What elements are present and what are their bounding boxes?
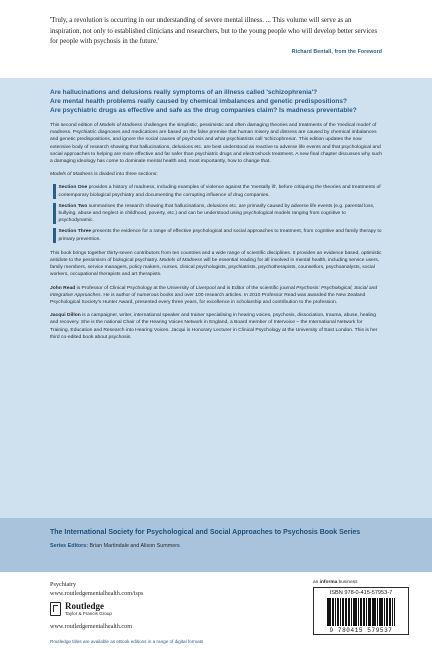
subject-label: Psychiatry [50,581,77,588]
section-two-label: Section Two [58,203,88,209]
quote-attribution: Richard Bentall, from the Foreword [291,48,382,55]
subject-url[interactable]: www.routledgementalhealth.com/isps [50,590,144,597]
section-three-label: Section Three [58,229,92,235]
series-title: The International Society for Psychological and Social Approaches to Psychosis Book Series [50,529,361,536]
section-one-item: Section One provides a history of madness, including examples of violence against the 'mentally ill', before critiquing the theories and treatments of contemporary biological psychiatry and documenting the corrupting influence of drug companies. [50,184,382,198]
barcode-icon [317,598,405,626]
barcode-number: 9 780415 579537 [329,627,393,634]
series-panel [0,518,432,572]
isbn-barcode [313,587,409,635]
publisher-logo [50,602,112,616]
ebook-note: Routledge titles are available as eBook editions in a range of digital formats [50,639,204,644]
informa-business-note: an informa business [313,580,358,585]
sections-intro: Models of Madness is divided into three sections: [50,172,158,178]
quote-text: 'Truly, a revolution is occurring in our understanding of severe mental illness. ... This volume will serve as an inspiration, not only to established clinicians and researchers, but to the young people who will develop better services for people with psychosis in the future.' [50,17,378,45]
section-marker [53,203,56,225]
lead-questions [50,88,382,115]
section-one-label: Section One [58,185,88,191]
bio-jacqui-dillon: Jacqui Dillon is a campaigner, writer, international speaker and trainer specialising in hearing voices, psychosis, dissociation, trauma, abuse, healing and recovery. She is the national Chair of the Hearing Voices Network in England, a Board member of Intervoice – the International Network for Training, Education and Research into Hearing Voices. Jacqui is Honorary Lecturer in Clinical Psychology at the University of East London. This is her third co-edited book about psychosis. [50,313,378,340]
bio-john-read: John Read is Professor of Clinical Psychology at the University of Liverpool and is Editor of the scientific journal Psychosis: Psychological, Social and Integrative Approaches. He is author of numerous books and over 100 research articles. In 2010 Professor Read was awarded the New Zealand Psychological Society's Hunter Award, presented every three years, for excellence in scholarship and contribution to the profession. [50,285,378,306]
routledge-logo-icon [50,602,61,616]
section-two-item: Section Two summarises the research showing that hallucinations, delusions etc. are primarily caused by adverse life events (e.g. parental loss, bullying, abuse and neglect in childhood, poverty, etc.) and can be understood using psychological models ranging from cognitive to psychodynamic. [50,203,382,225]
question-3: Are psychiatric drugs as effective and safe as the drug companies claim? Is madness preventable? [50,107,357,114]
isbn-number: ISBN 978-0-415-57953-7 [329,590,393,596]
question-2: Are mental health problems really caused by chemical imbalances and genetic predispositions? [50,98,347,105]
publisher-website[interactable]: www.routledgementalhealth.com [50,623,133,630]
description-panel [0,78,432,518]
series-editors: Series Editors: Brian Martindale and Alison Summers [50,542,180,549]
question-1: Are hallucinations and delusions really symptoms of an illness called 'schizophrenia'? [50,89,318,96]
back-cover-footer [0,572,432,648]
intro-paragraph: This second edition of Models of Madness challenges the simplistic, pessimistic and often damaging theories and treatments of the 'medical model' of madness. Psychiatric diagnoses and medications are based on the false premise that human misery and distress are caused by chemical imbalances and genetic predispositions, and ignore the social causes of psychosis and what psychiatrists call 'schizophrenia'. This edition updates the now extensive body of research showing that hallucinations, delusions etc. are best understood as reactive to adverse life events and that psychological and social approaches to helping are more effective and far safer than psychiatric drugs and electroshock treatment. A new final chapter discusses why such a damaging ideology has come to dominate mental health and, most importantly, how to change that. [50,123,382,165]
publisher-name: Routledge [65,601,104,611]
section-three-item: Section Three presents the evidence for a range of effective psychological and social approaches to treatment, from cognitive and family therapy to primary prevention. [50,228,382,242]
section-marker [53,228,56,242]
summary-paragraph: This book brings together thirty-seven contributors from ten countries and a wide range of scientific disciplines. It provides an evidence based, optimistic antidote to the pessimism of biological psychiatry. Models of Madness will be essential reading for all involved in mental health, including service users, family members, service managers, policy makers, nurses, clinical psychologists, psychiatrists, psychotherapists, counsellors, psychoanalysts, social workers, occupational therapists and art therapists. [50,250,382,278]
subject-category [50,580,143,598]
publisher-group: Taylor & Francis Group [65,611,112,616]
back-cover-quote [0,0,432,78]
section-marker [53,184,56,198]
